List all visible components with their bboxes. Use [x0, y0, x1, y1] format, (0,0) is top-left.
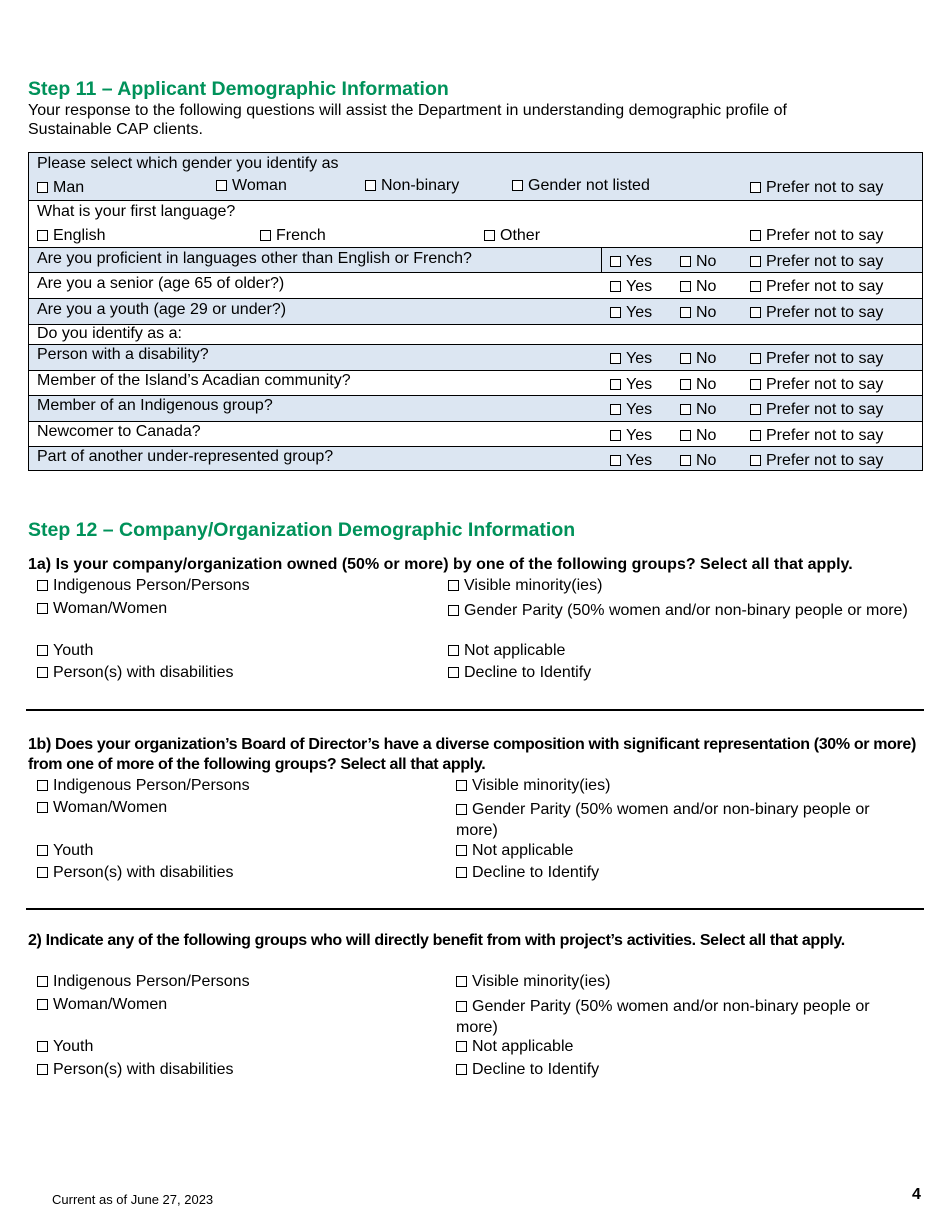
option-yes[interactable]: Yes	[610, 452, 652, 470]
checkbox-icon[interactable]	[610, 404, 621, 415]
gender-question: Please select which gender you identify as	[37, 155, 339, 172]
checkbox-icon[interactable]	[680, 379, 691, 390]
question-row-proficient	[29, 247, 922, 272]
checkbox-icon[interactable]	[37, 845, 48, 856]
checkbox-icon[interactable]	[448, 580, 459, 591]
language-row	[29, 200, 922, 247]
checkbox-icon[interactable]	[610, 455, 621, 466]
checkbox-icon[interactable]	[610, 430, 621, 441]
q2-option-visible-minority[interactable]: Visible minority(ies)	[456, 973, 610, 991]
option-prefer-not[interactable]: Prefer not to say	[750, 427, 883, 445]
section-divider	[26, 709, 924, 711]
gender-option-not-listed[interactable]: Gender not listed	[512, 177, 650, 195]
checkbox-icon[interactable]	[456, 867, 467, 878]
checkbox-icon[interactable]	[456, 976, 467, 987]
option-prefer-not[interactable]: Prefer not to say	[750, 304, 883, 322]
checkbox-icon[interactable]	[610, 353, 621, 364]
checkbox-icon[interactable]	[216, 180, 227, 191]
q2-option-indigenous[interactable]: Indigenous Person/Persons	[37, 973, 250, 991]
q2-option-disabilities[interactable]: Person(s) with disabilities	[37, 1061, 234, 1079]
question-label: Person with a disability?	[37, 346, 209, 363]
q2-option-women[interactable]: Woman/Women	[37, 996, 167, 1014]
q1a-option-gender-parity[interactable]: Gender Parity (50% women and/or non-binary people or more)	[448, 600, 908, 621]
checkbox-icon[interactable]	[750, 230, 761, 241]
checkbox-icon[interactable]	[610, 379, 621, 390]
q2-option-not-applicable[interactable]: Not applicable	[456, 1038, 573, 1056]
option-prefer-not[interactable]: Prefer not to say	[750, 278, 883, 296]
question-label: Member of an Indigenous group?	[37, 397, 273, 414]
question-row-senior	[29, 272, 922, 298]
option-yes[interactable]: Yes	[610, 376, 652, 394]
gender-row	[29, 153, 922, 200]
checkbox-icon[interactable]	[680, 353, 691, 364]
checkbox-icon[interactable]	[37, 603, 48, 614]
question-label: Part of another under-represented group?	[37, 448, 334, 465]
question-label: Member of the Island’s Acadian community?	[37, 372, 351, 389]
question-label: Are you proficient in languages other than English or French?	[37, 250, 472, 267]
option-yes[interactable]: Yes	[610, 350, 652, 368]
checkbox-icon[interactable]	[680, 404, 691, 415]
question-label: Are you a youth (age 29 or under?)	[37, 301, 287, 318]
applicant-demographics-table	[28, 152, 923, 471]
q2-option-decline[interactable]: Decline to Identify	[456, 1061, 599, 1079]
gender-option-man[interactable]: Man	[37, 179, 84, 197]
option-prefer-not[interactable]: Prefer not to say	[750, 253, 883, 271]
question-1b: 1b) Does your organization’s Board of Director’s have a diverse composition with significant representation (30% or more) from one of more of the following groups? Select all that apply.	[28, 736, 916, 773]
q2-option-gender-parity[interactable]: Gender Parity (50% women and/or non-binary people or more)	[456, 998, 870, 1036]
checkbox-icon[interactable]	[37, 182, 48, 193]
gender-option-prefer-not[interactable]: Prefer not to say	[750, 179, 883, 197]
checkbox-icon[interactable]	[750, 430, 761, 441]
q1b-option-women[interactable]: Woman/Women	[37, 799, 167, 817]
option-yes[interactable]: Yes	[610, 401, 652, 419]
option-no[interactable]: No	[680, 452, 716, 470]
q1a-option-decline[interactable]: Decline to Identify	[448, 664, 591, 682]
question-label: Are you a senior (age 65 of older?)	[37, 275, 285, 292]
identify-header: Do you identify as a:	[37, 325, 182, 342]
language-option-french[interactable]: French	[260, 227, 326, 245]
gender-option-woman[interactable]: Woman	[216, 177, 287, 195]
language-option-other[interactable]: Other	[484, 227, 540, 245]
checkbox-icon[interactable]	[456, 1064, 467, 1075]
question-row-acadian	[29, 370, 922, 395]
checkbox-icon[interactable]	[37, 802, 48, 813]
checkbox-icon[interactable]	[512, 180, 523, 191]
step12-heading: Step 12 – Company/Organization Demographic Information	[28, 519, 576, 541]
page-number: 4	[912, 1186, 921, 1203]
checkbox-icon[interactable]	[750, 182, 761, 193]
checkbox-icon[interactable]	[448, 605, 459, 616]
checkbox-icon[interactable]	[750, 379, 761, 390]
question-row-disability	[29, 344, 922, 370]
language-question: What is your first language?	[37, 203, 236, 220]
checkbox-icon[interactable]	[456, 1001, 467, 1012]
checkbox-icon[interactable]	[680, 307, 691, 318]
option-no[interactable]: No	[680, 376, 716, 394]
step11-intro-line2: Sustainable CAP clients.	[28, 121, 203, 138]
checkbox-icon[interactable]	[37, 976, 48, 987]
checkbox-icon[interactable]	[37, 999, 48, 1010]
q2-option-youth[interactable]: Youth	[37, 1038, 93, 1056]
option-yes[interactable]: Yes	[610, 253, 652, 271]
checkbox-icon[interactable]	[680, 281, 691, 292]
checkbox-icon[interactable]	[37, 1064, 48, 1075]
q1b-option-indigenous[interactable]: Indigenous Person/Persons	[37, 777, 250, 795]
checkbox-icon[interactable]	[750, 307, 761, 318]
option-no[interactable]: No	[680, 253, 716, 271]
q1b-option-gender-parity[interactable]: Gender Parity (50% women and/or non-binary people or more)	[456, 801, 870, 839]
identify-header-row	[29, 324, 922, 344]
checkbox-icon[interactable]	[37, 1041, 48, 1052]
checkbox-icon[interactable]	[456, 1041, 467, 1052]
checkbox-icon[interactable]	[456, 845, 467, 856]
language-option-english[interactable]: English	[37, 227, 105, 245]
checkbox-icon[interactable]	[448, 645, 459, 656]
question-row-indigenous	[29, 395, 922, 421]
checkbox-icon[interactable]	[37, 867, 48, 878]
checkbox-icon[interactable]	[750, 256, 761, 267]
option-prefer-not[interactable]: Prefer not to say	[750, 376, 883, 394]
option-no[interactable]: No	[680, 350, 716, 368]
checkbox-icon[interactable]	[37, 580, 48, 591]
q1a-option-disabilities[interactable]: Person(s) with disabilities	[37, 664, 234, 682]
checkbox-icon[interactable]	[456, 804, 467, 815]
section-divider	[26, 908, 924, 910]
option-prefer-not[interactable]: Prefer not to say	[750, 401, 883, 419]
footer-date: Current as of June 27, 2023	[52, 1192, 214, 1207]
option-yes[interactable]: Yes	[610, 427, 652, 445]
q1b-option-visible-minority[interactable]: Visible minority(ies)	[456, 777, 610, 795]
q1b-option-youth[interactable]: Youth	[37, 842, 93, 860]
option-no[interactable]: No	[680, 401, 716, 419]
column-divider	[601, 248, 602, 272]
checkbox-icon[interactable]	[610, 256, 621, 267]
checkbox-icon[interactable]	[750, 281, 761, 292]
question-label: Newcomer to Canada?	[37, 423, 201, 440]
checkbox-icon[interactable]	[750, 353, 761, 364]
question-row-youth	[29, 298, 922, 324]
option-no[interactable]: No	[680, 278, 716, 296]
checkbox-icon[interactable]	[610, 307, 621, 318]
option-yes[interactable]: Yes	[610, 278, 652, 296]
checkbox-icon[interactable]	[448, 667, 459, 678]
q1b-option-disabilities[interactable]: Person(s) with disabilities	[37, 864, 234, 882]
checkbox-icon[interactable]	[680, 455, 691, 466]
checkbox-icon[interactable]	[456, 780, 467, 791]
checkbox-icon[interactable]	[750, 455, 761, 466]
checkbox-icon[interactable]	[610, 281, 621, 292]
step11-heading: Step 11 – Applicant Demographic Information	[28, 78, 449, 100]
language-option-prefer-not[interactable]: Prefer not to say	[750, 227, 883, 245]
checkbox-icon[interactable]	[680, 430, 691, 441]
checkbox-icon[interactable]	[37, 645, 48, 656]
checkbox-icon[interactable]	[484, 230, 495, 241]
question-row-newcomer	[29, 421, 922, 446]
checkbox-icon[interactable]	[37, 230, 48, 241]
q1b-option-decline[interactable]: Decline to Identify	[456, 864, 599, 882]
option-no[interactable]: No	[680, 304, 716, 322]
q1a-option-visible-minority[interactable]: Visible minority(ies)	[448, 577, 602, 595]
checkbox-icon[interactable]	[37, 780, 48, 791]
checkbox-icon[interactable]	[680, 256, 691, 267]
question-2: 2) Indicate any of the following groups who will directly benefit from with project’s activities. Select all that apply.	[28, 932, 845, 949]
q1a-option-women[interactable]: Woman/Women	[37, 600, 167, 618]
option-no[interactable]: No	[680, 427, 716, 445]
checkbox-icon[interactable]	[260, 230, 271, 241]
checkbox-icon[interactable]	[750, 404, 761, 415]
q1a-option-indigenous[interactable]: Indigenous Person/Persons	[37, 577, 250, 595]
option-prefer-not[interactable]: Prefer not to say	[750, 350, 883, 368]
question-row-under-represented	[29, 446, 922, 470]
option-yes[interactable]: Yes	[610, 304, 652, 322]
q1b-option-not-applicable[interactable]: Not applicable	[456, 842, 573, 860]
step11-intro-line1: Your response to the following questions will assist the Department in understanding demographic profile of	[28, 102, 787, 119]
option-prefer-not[interactable]: Prefer not to say	[750, 452, 883, 470]
question-1a: 1a) Is your company/organization owned (50% or more) by one of the following groups? Select all that apply.	[28, 556, 853, 573]
gender-option-non-binary[interactable]: Non-binary	[365, 177, 459, 195]
q1a-option-youth[interactable]: Youth	[37, 642, 93, 660]
q1a-option-not-applicable[interactable]: Not applicable	[448, 642, 565, 660]
checkbox-icon[interactable]	[365, 180, 376, 191]
checkbox-icon[interactable]	[37, 667, 48, 678]
